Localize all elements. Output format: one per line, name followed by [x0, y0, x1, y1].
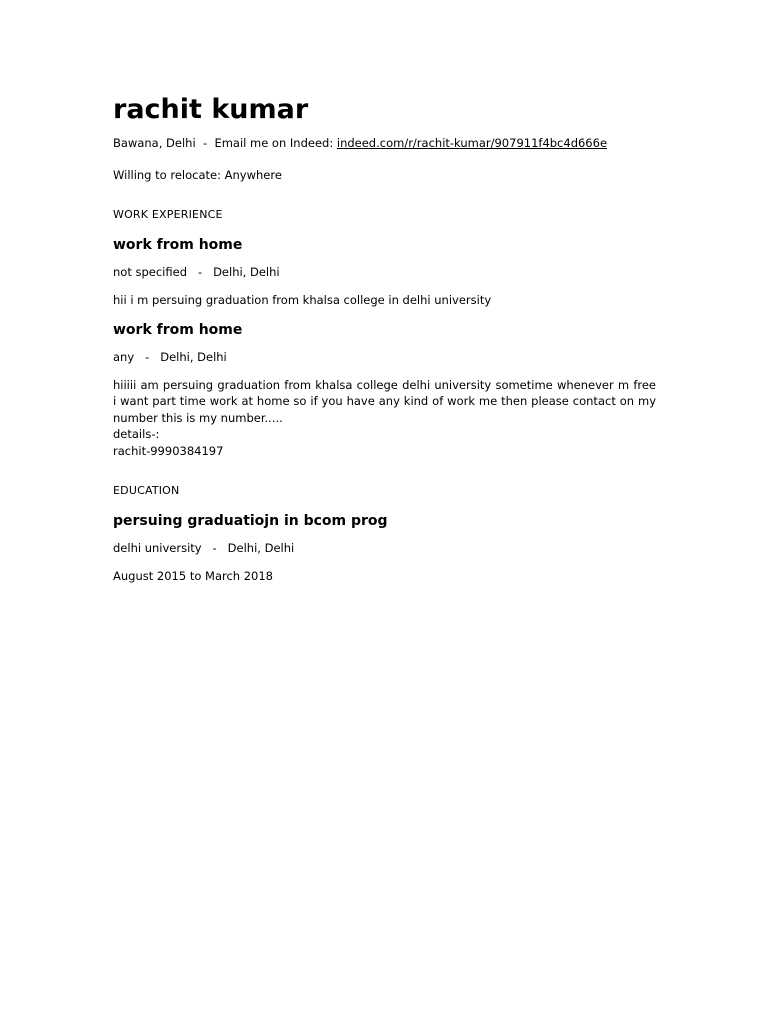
education-title: persuing graduatiojn in bcom prog: [113, 513, 388, 529]
work-experience-heading: WORK EXPERIENCE: [113, 208, 223, 221]
job-description-text: hiiiii am persuing graduation from khalsa college delhi university sometime whenever m free i want part time work at home so if you have any kind of work me then please contact on my number this is my number.....: [113, 377, 656, 425]
job-entry-2: [113, 320, 656, 460]
job-description: hii i m persuing graduation from khalsa college in delhi university: [113, 293, 492, 307]
job-title: work from home: [113, 321, 243, 338]
location-text: Bawana, Delhi: [113, 136, 196, 150]
education-dates: August 2015 to March 2018: [113, 569, 274, 583]
indeed-profile-link[interactable]: indeed.com/r/rachit-kumar/907911f4bc4d666e: [336, 136, 608, 150]
job-description: [113, 377, 656, 460]
job-title: work from home: [113, 237, 243, 253]
education-entry: [113, 511, 656, 584]
job-entry-1: [113, 235, 656, 309]
details-value: rachit-9990384197: [113, 443, 224, 458]
job-meta: any - Delhi, Delhi: [113, 349, 227, 364]
education-meta: delhi university - Delhi, Delhi: [113, 541, 295, 555]
resume-page: [113, 92, 656, 584]
education-heading: EDUCATION: [113, 484, 180, 497]
contact-separator: -: [195, 136, 215, 150]
email-label: Email me on Indeed:: [214, 136, 337, 150]
details-label: details-:: [113, 427, 160, 441]
relocate-text: Willing to relocate: Anywhere: [113, 168, 282, 182]
job-meta: not specified - Delhi, Delhi: [113, 265, 280, 279]
candidate-name: rachit kumar: [113, 94, 309, 125]
contact-line: [113, 135, 656, 151]
